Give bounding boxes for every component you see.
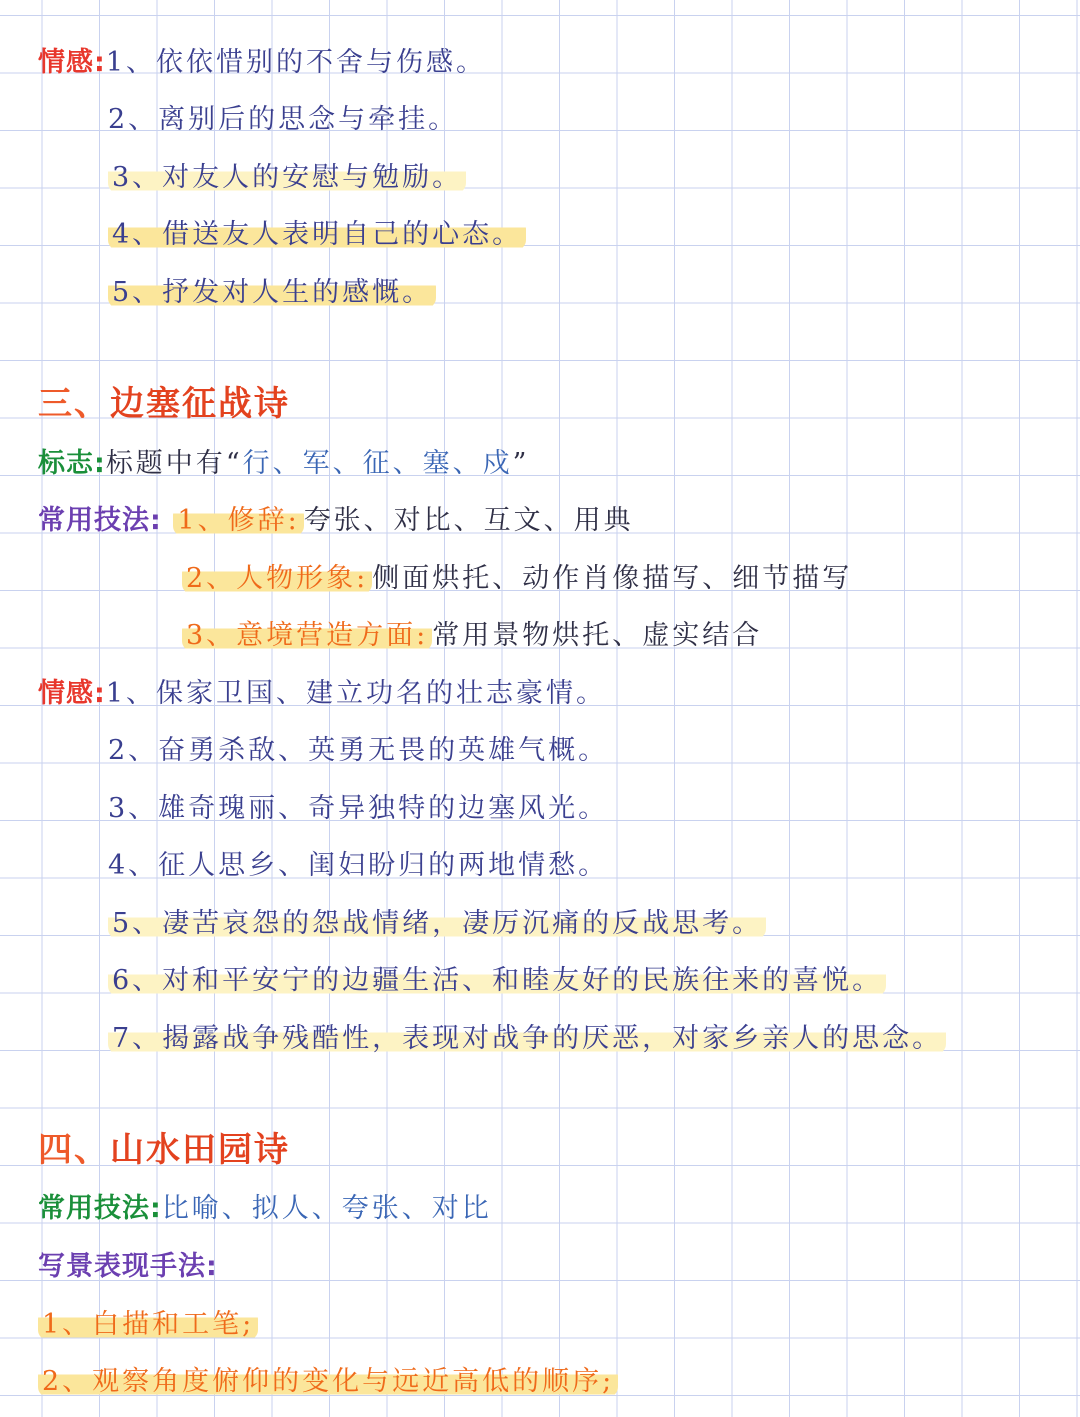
mark-keywords: 行、军、征、塞、戍 [242, 448, 513, 479]
technique-label: 常用技法: [38, 1193, 162, 1224]
emotion-item: 5、凄苦哀怨的怨战情绪，凄厉沉痛的反战思考。 [108, 908, 766, 939]
emotion-line-3 [108, 159, 466, 197]
scene-item: 1、白描和工笔; [38, 1309, 258, 1340]
war-emotion-line-4 [108, 847, 608, 885]
technique-text: 夸张、对比、互文、用典 [303, 505, 634, 536]
technique-head: 3、意境营造方面: [182, 620, 432, 651]
scene-label-line [38, 1248, 218, 1286]
war-emotion-line-5 [108, 905, 766, 943]
technique-text: 常用景物烘托、虚实结合 [432, 620, 763, 651]
section-number: 三、 [38, 384, 110, 424]
emotion-label: 情感: [38, 47, 106, 78]
emotion-item: 4、征人思乡、闺妇盼归的两地情愁。 [108, 850, 609, 881]
section-number: 四、 [38, 1130, 110, 1170]
emotion-item: 1、依依惜别的不舍与伤感。 [105, 47, 486, 78]
technique-head: 2、人物形象: [182, 563, 372, 594]
war-emotion-line-6 [108, 962, 886, 1000]
section-title: 边塞征战诗 [110, 384, 290, 424]
scene-item-1 [38, 1306, 258, 1344]
technique-text: 侧面烘托、动作肖像描写、细节描写 [372, 563, 853, 594]
technique-line-3 [182, 617, 762, 655]
scene-item: 2、观察角度俯仰的变化与远近高低的顺序; [38, 1366, 618, 1397]
scene-label: 写景表现手法: [38, 1251, 218, 1282]
section-heading [38, 382, 290, 426]
emotion-item: 2、离别后的思念与牵挂。 [108, 104, 459, 135]
emotion-line-4 [108, 216, 526, 254]
mark-line [38, 445, 529, 483]
emotion-item: 4、借送友人表明自己的心态。 [108, 219, 526, 250]
war-emotion-line-7 [108, 1020, 946, 1058]
emotion-item: 3、对友人的安慰与勉励。 [108, 162, 466, 193]
section-heading [38, 1128, 290, 1172]
war-emotion-line-1 [38, 675, 606, 713]
emotion-line-5 [108, 274, 436, 312]
emotion-line-2 [108, 101, 458, 139]
emotion-label: 情感: [38, 678, 106, 709]
landscape-technique-line [38, 1190, 492, 1228]
section-title: 山水田园诗 [110, 1130, 290, 1170]
mark-close-quote: ” [512, 448, 530, 479]
emotion-item: 3、雄奇瑰丽、奇异独特的边塞风光。 [108, 793, 609, 824]
emotion-item: 2、奋勇杀敌、英勇无畏的英雄气概。 [108, 735, 609, 766]
emotion-item: 5、抒发对人生的感慨。 [108, 277, 436, 308]
war-emotion-line-3 [108, 790, 608, 828]
mark-label: 标志: [38, 448, 106, 479]
emotion-item: 1、保家卫国、建立功名的壮志豪情。 [105, 678, 606, 709]
emotion-item: 7、揭露战争残酷性，表现对战争的厌恶，对家乡亲人的思念。 [108, 1023, 946, 1054]
mark-text: 标题中有 [105, 448, 226, 479]
technique-label: 常用技法: [38, 505, 162, 536]
technique-line-1 [38, 502, 634, 540]
technique-text: 比喻、拟人、夸张、对比 [161, 1193, 492, 1224]
technique-head: 1、修辞: [173, 505, 303, 536]
emotion-item: 6、对和平安宁的边疆生活、和睦友好的民族往来的喜悦。 [108, 965, 886, 996]
scene-item-2 [38, 1363, 618, 1401]
emotion-line-1 [38, 44, 486, 82]
war-emotion-line-2 [108, 732, 608, 770]
mark-open-quote: “ [225, 448, 243, 479]
technique-line-2 [182, 560, 852, 598]
